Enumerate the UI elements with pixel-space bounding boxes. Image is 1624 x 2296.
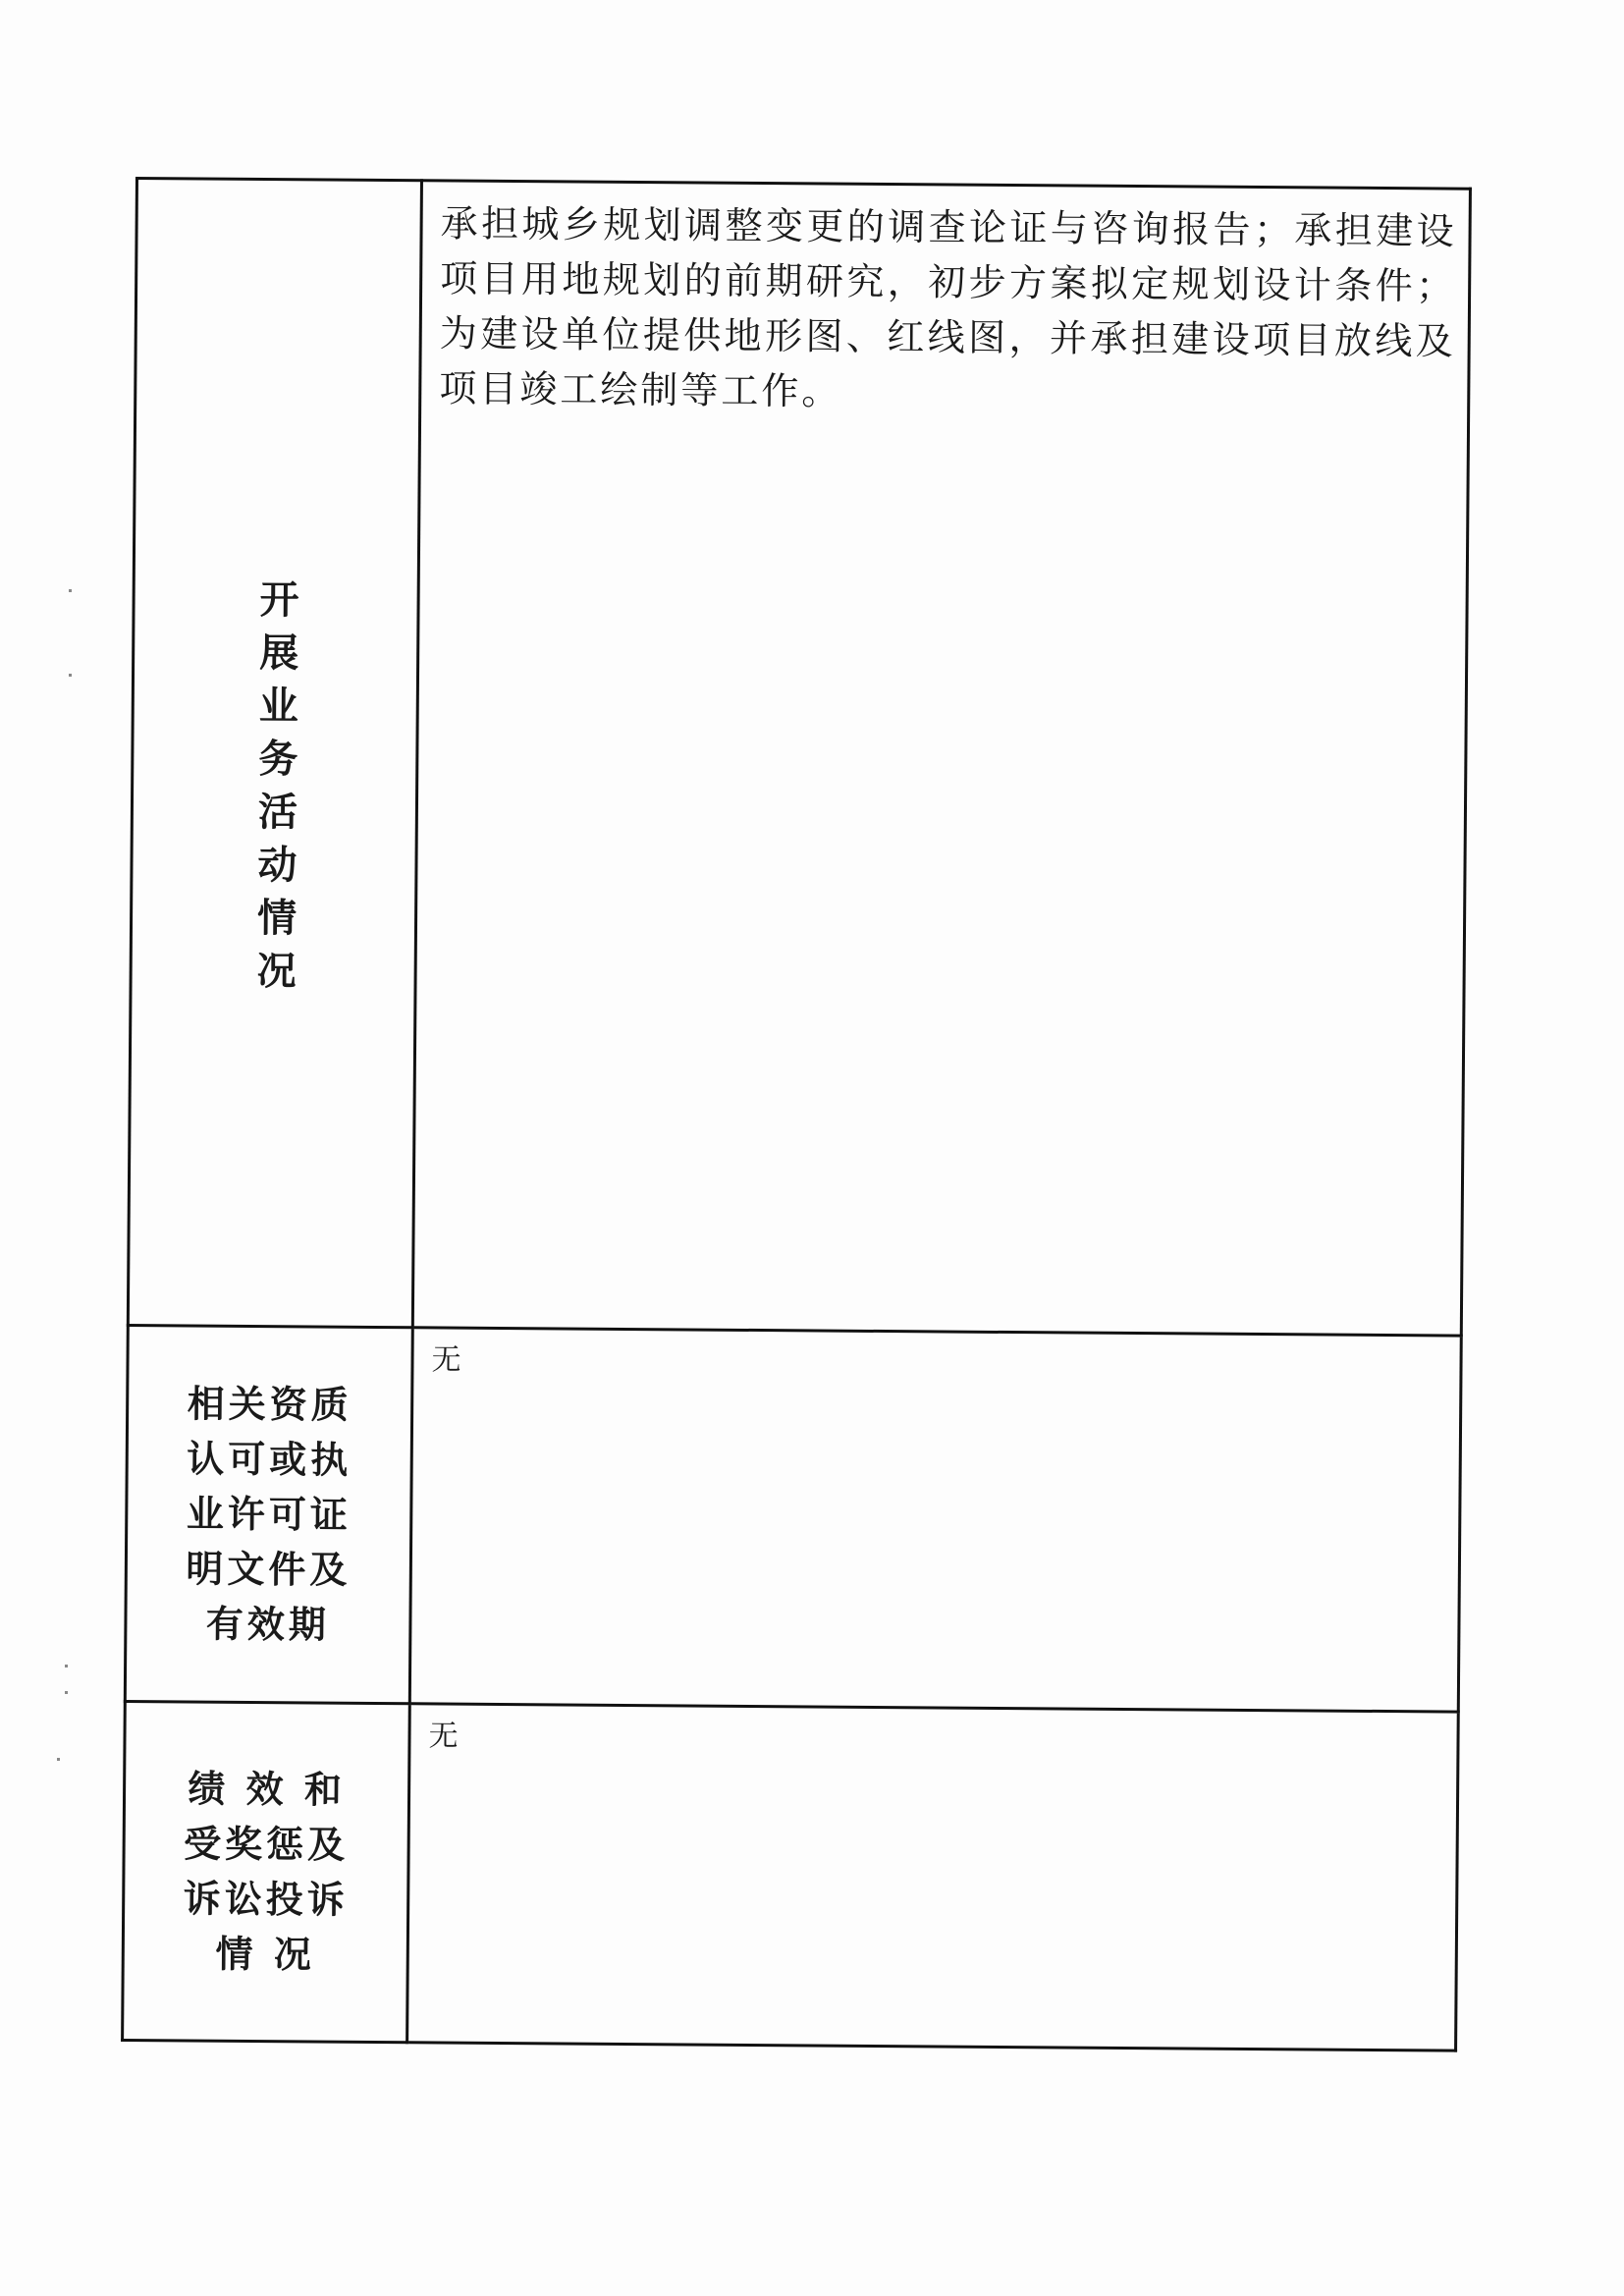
qualification-license-label-cell [125,1325,412,1703]
scan-speck [65,1691,68,1694]
qualification-license-row [125,1325,1461,1712]
qualification-license-content-cell [409,1328,1461,1712]
info-form-table [121,177,1472,2052]
performance-awards-content: 无 [428,1719,461,1754]
performance-awards-label-cell [123,1701,410,2042]
scan-speck [69,674,72,677]
business-activities-row [128,179,1470,1337]
performance-awards-row [123,1701,1459,2050]
scan-speck [69,589,72,592]
performance-awards-content-cell [407,1704,1459,2050]
qualification-license-content: 无 [431,1342,464,1378]
performance-awards-label: 绩 效 和 受奖惩及 诉讼投诉 情 况 [183,1766,350,1977]
business-activities-content: 承担城乡规划调整变更的调查论证与咨询报告；承担建设项目用地规划的前期研究，初步方案拟定规划设计条件；为建设单位提供地形图、红线图，并承担建设项目放线及项目竣工绘制等工作。 [439,201,1457,413]
scan-speck [57,1758,60,1761]
business-activities-content-cell [412,181,1470,1336]
scan-speck [65,1665,68,1667]
qualification-license-label: 相关资质 认可或执 业许可证 明文件及 有效期 [186,1381,352,1647]
business-activities-label: 开展业务活动情况 [249,577,300,1003]
business-activities-label-cell [128,179,421,1328]
